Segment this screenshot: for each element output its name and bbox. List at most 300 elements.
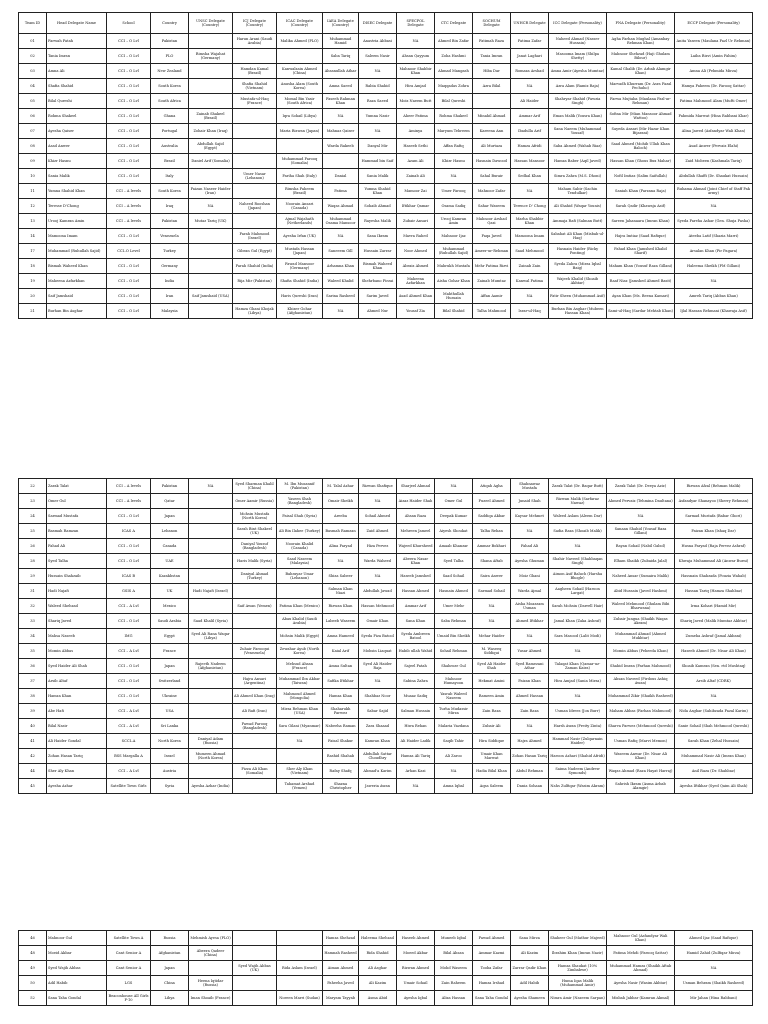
table-cell: Zarrar Qadir Khan [511,961,549,976]
table-cell: Muhammad Zikir (Shaikh Rasheed) [607,689,675,704]
table-block-2 [18,478,750,794]
table-cell: Hussain Zarrar [359,244,397,259]
table-cell: CCI – A Lvl [107,764,151,779]
header-cell: School [107,13,151,34]
table-cell: Momin Abbas [47,644,107,659]
header-cell: UNSC Delegate (Country) [189,13,233,34]
table-cell: Yusar Ahmed [511,644,549,659]
table-cell [233,124,277,139]
table-cell: Israel [151,749,189,764]
table-cell: Syed Ali Rana Waqar (Libya) [189,629,233,644]
table-cell: Sher Aly Khan [47,764,107,779]
table-cell: NA [511,719,549,734]
table-cell: NA [359,494,397,509]
table-cell: Cant Senior A [107,961,151,976]
header-cell: UNHCR Delegate [511,13,549,34]
table-cell: Hadi Najafi [47,584,107,599]
table-cell: Mohsin Liaquat [359,644,397,659]
table-cell: Ayesha Iqbal [397,991,435,1006]
table-cell: CCI – O Lvl [107,539,151,554]
table-cell: Momal Bin Yasir (South Africa) [277,94,323,109]
table-cell: Japan [151,509,189,524]
table-cell: Arsib Altaf (CDRK) [675,674,753,689]
table-cell [233,614,277,629]
table-cell: NA [473,614,511,629]
table-cell: Haseeb Ahmed (Dr. Nisar Ali Khan) [675,644,753,659]
table-cell: Fawad Farooq (Bangladesh) [233,719,277,734]
table-cell: Habib ullah Wahid [397,644,435,659]
table-cell: 12 [19,199,47,214]
table-cell: Zain Raza [473,704,511,719]
table-cell: Mahnoor Shabbir Khan [397,64,435,79]
table-cell: 14 [19,229,47,244]
table-cell: 39 [19,704,47,719]
table-cell: Muhammad Farooq (Somalia) [277,154,323,169]
table-cell: Abdullah Shaffi (Dr. Shaukat Hussain) [675,169,753,184]
table-cell: 06 [19,109,47,124]
table-cell: 19 [19,274,47,289]
table-cell [233,659,277,674]
table-cell: Abeera Qadeer (China) [189,946,233,961]
table-cell: Umair Sohail [397,976,435,991]
table-cell: Sareen Jahanaara (Imran Khan) [607,214,675,229]
table-cell [277,749,323,764]
table-cell: Hussain Shahzaib [47,569,107,584]
table-cell: Tooba Zafar [473,961,511,976]
table-cell: Sana Khan [397,614,435,629]
table-cell: Fawad Mansoor (Germany) [277,259,323,274]
table-cell: Zain Raza [511,704,549,719]
table-cell [189,169,233,184]
table-cell: Saad Sohail [435,569,473,584]
table-cell: Saad Ahmed (Mohib Ullah Khan Baloch) [607,139,675,154]
table-cell: Rayan Sohail (Nabil Gabol) [607,539,675,554]
table-cell: Abdullah Sajid (Egypt) [189,139,233,154]
table-cell: NA [323,109,359,124]
table-cell: Daniyal Adam (Russia) [189,734,233,749]
table-cell: New Zealand [151,64,189,79]
table-cell: 04 [19,79,47,94]
table-cell: NA [323,229,359,244]
table-body-1 [19,34,753,319]
table-cell: Ali Ahmed Khan (Iraq) [233,689,277,704]
table-cell: 05 [19,94,47,109]
table-cell: Sania Malik [47,169,107,184]
table-cell: 01 [19,34,47,49]
table-cell: Sajeel Fatah [397,659,435,674]
table-cell: Hassan Mehmood [359,599,397,614]
table-cell: Ibadulla Arif [511,124,549,139]
table-cell: Ammar Arif [397,599,435,614]
table-cell: 49 [19,961,47,976]
table-cell: Hamya Faheem (Dr. Farooq Sattar) [675,79,753,94]
table-cell: Rimsha Faheem (Brazil) [277,184,323,199]
table-cell: Moeed Akbar [397,946,435,961]
table-cell [277,931,323,946]
table-cell: 07 [19,124,47,139]
table-cell: NA [511,79,549,94]
table-cell: Khizer Gohar (Afghanistan) [277,304,323,319]
table-cell: Ayan Khan (Ms. Beena Kamari) [607,289,675,304]
table-cell: Haleema Shehzad [359,931,397,946]
table-cell: NA [359,124,397,139]
table-cell: Daniel Arif (Somalia) [189,154,233,169]
table-cell: Simra Zahra (M.S. Dhoni) [549,169,607,184]
table-row [19,539,753,554]
table-cell [189,719,233,734]
table-cell: Waseem Anwar (Dr. Nisar Ali Khan) [607,749,675,764]
table-row [19,479,753,494]
table-row [19,244,753,259]
header-cell: SPECPOL Delegate [397,13,435,34]
table-cell: Naheed Ansar (Sumaira Malik) [607,569,675,584]
table-cell: Russia [151,931,189,946]
table-cell: Zara Shaaad [359,719,397,734]
table-cell [233,214,277,229]
table-cell: Maham Khan (Yousuf Raza Gillani) [607,259,675,274]
table-cell: Hira Siddique [473,734,511,749]
table-cell: Ateeba Latif (Shazia Marri) [675,229,753,244]
table-row [19,554,753,569]
table-cell: India [151,274,189,289]
table-row [19,991,753,1006]
table-cell: Asad Anwer (Pervaiz Elahi) [675,139,753,154]
table-row [19,289,753,304]
table-cell: Sohaib Ahmad [359,199,397,214]
table-row [19,779,753,794]
table-cell: Zainab Zain [511,259,549,274]
table-cell: Omair Sheikh [323,494,359,509]
table-cell: NA [511,629,549,644]
table-cell: Qatar [151,494,189,509]
table-cell: Mehr Fatima Rizvi [473,259,511,274]
table-cell [233,779,277,794]
table-cell [189,304,233,319]
table-cell: Shaharukh Parwez [323,704,359,719]
table-cell [473,94,511,109]
table-cell: USA [151,704,189,719]
table-cell: Danyal Mir [359,139,397,154]
table-cell: Waqas Ahmad [323,199,359,214]
table-cell: Hassnain Shahzada (Fouzia Wahab) [675,569,753,584]
table-cell: Ayesha Ghuman [511,554,549,569]
table-row [19,184,753,199]
table-cell: Umer Farooq [435,184,473,199]
table-row [19,931,753,946]
table-cell: 50 [19,976,47,991]
table-cell: Amaab Khanzar [435,539,473,554]
table-cell: Hasnain Ahmed [435,584,473,599]
table-cell: Faseeh Rahman Khan [323,94,359,109]
header-cell: Head Delegate Name [47,13,107,34]
table-cell: Nofil Imtiaz (Salim Saifullah) [607,169,675,184]
table-cell: Mustafa Hassan (Japan) [277,244,323,259]
table-cell: Warda Ajmal [511,584,549,599]
header-row [19,13,753,34]
table-cell: Venezuela [151,229,189,244]
table-cell: Malika Ahmed (PLO) [277,34,323,49]
table-cell: Libya [151,991,189,1006]
table-cell: Shahbaz Noor [359,689,397,704]
table-cell: Ajmal Wajahath (Netherlands) [277,214,323,229]
table-cell: Umaid Bin Sheikh [435,629,473,644]
table-cell: CCI – O Lvl [107,139,151,154]
delegate-table-1 [18,12,753,319]
table-cell: Japan [151,961,189,976]
table-cell: Rohma Shakeel [435,109,473,124]
table-cell: Zumeha Ashraf (Jamal Akbani) [675,629,753,644]
table-row [19,94,753,109]
table-cell: Salman Khan Niazi [323,584,359,599]
table-cell: Aheer Fatima [397,109,435,124]
table-row [19,64,753,79]
table-cell: NA [511,184,549,199]
table-cell [189,494,233,509]
table-cell: Azam Ali [397,154,435,169]
table-cell: Yousaf Zia [397,304,435,319]
table-cell: Kamal Ghalib (Dr. Arbab Alamgir Khan) [607,64,675,79]
table-body-2 [19,479,753,794]
table-cell: Saad Khalil (Syria) [189,614,233,629]
table-cell: M. Ibn Musannif (Pakistan) [277,479,323,494]
table-cell: Bilal Nasir [47,719,107,734]
table-cell: Shahryar Shahid (Fawzia Singh) [549,94,607,109]
table-cell: Muhammad Hamza (Shaikh Aftab Ahmad) [607,961,675,976]
table-cell: Ghana [151,109,189,124]
table-cell: Warda Rakeeb [323,139,359,154]
table-cell: Fahad Ali [511,539,549,554]
table-cell: Mamoor Zai [397,184,435,199]
table-cell: Asma Abid [359,991,397,1006]
table-cell: Affan Rafiq [435,139,473,154]
table-cell: CCI – O Lvl [107,614,151,629]
table-cell: Fahad Khan (Jamshed Khalid Sharif) [607,244,675,259]
table-cell [233,289,277,304]
table-cell: Heena Iqtidar (Russia) [189,976,233,991]
table-cell: 31 [19,584,47,599]
table-cell: Wajeeh Khalid (Shoaib Akhtar) [549,274,607,289]
table-cell: Fatima Mahmood Alam (Mufti Omer) [675,94,753,109]
table-cell: NA [675,199,753,214]
table-cell: Saba Rehman [435,614,473,629]
table-cell [233,584,277,599]
table-cell: Zaid Mobeen (Kashmala Tariq) [675,154,753,169]
table-row [19,599,753,614]
table-cell: Hassan Tariq (Hamza Shahbaz) [675,584,753,599]
table-cell: CCI – A Lvl [107,644,151,659]
table-row [19,614,753,629]
table-cell: Egypt [151,629,189,644]
table-cell: Mohd Waseem [435,961,473,976]
table-cell: M. Talal Azhar [323,479,359,494]
table-cell: Amna Saeed [323,79,359,94]
table-cell: Ali Zaroo [435,749,473,764]
table-cell: CCI – O Lvl [107,169,151,184]
table-cell: Ahmad'a Karim [359,764,397,779]
table-cell: Satellite Town Girls [107,779,151,794]
table-cell: Kanwal Fatima [511,274,549,289]
table-cell: Talaqat Khan (Qamar-uz-Zaman Kaira) [549,659,607,674]
table-row [19,644,753,659]
table-row [19,674,753,689]
table-cell: Omer Gul [435,494,473,509]
table-cell: Hiba Dar [473,64,511,79]
table-cell: Rameen Amin [473,689,511,704]
table-cell: Aisha Gohar Khan [435,274,473,289]
table-cell: 42 [19,749,47,764]
table-cell: Adil Habib [47,976,107,991]
table-cell [233,734,277,749]
table-cell: Ammar Bokhari [473,539,511,554]
table-cell: Hamnah Rasheed [323,946,359,961]
table-cell [189,674,233,689]
table-cell: Daniyal Yousuf (Bangladesh) [233,539,277,554]
table-cell: Muhammad (Ruhullah Sajid) [435,244,473,259]
table-cell: Anita Yaseen (Maulana Fazl Ur Rehman) [675,34,753,49]
table-cell: Faizan Khan [511,674,549,689]
table-row [19,304,753,319]
table-cell: Mehsud Ahsan (France) [277,659,323,674]
table-row [19,764,753,779]
table-cell: Australia [151,139,189,154]
table-cell: Raaf Niaz (Jamshed Ahmed Basit) [607,274,675,289]
table-cell: North Korea [151,734,189,749]
table-cell: NA [359,64,397,79]
table-cell: PLO [151,49,189,64]
table-cell: CCI – O Lvl [107,509,151,524]
table-cell: South Korea [151,79,189,94]
table-cell: 21 [19,304,47,319]
table-cell: 13 [19,214,47,229]
table-row [19,109,753,124]
table-cell: Mahnoor Ijaz [435,229,473,244]
table-cell: Sarina Rasheed [323,289,359,304]
table-cell: Shafia Shahid (India) [277,274,323,289]
table-cell: Sanaan Shahid (Yousaf Raza Gillani) [607,524,675,539]
table-cell: Mohsin Mustafa (North Korea) [233,509,277,524]
table-cell: NA [435,764,473,779]
table-cell: Rayesha Malik [359,214,397,229]
table-cell: Ammar Kazmi [473,946,511,961]
table-cell: Sarmad Sohail [473,584,511,599]
table-cell: Asad Anwer [47,139,107,154]
table-cell: 09 [19,154,47,169]
table-cell: Amna Sultan [323,659,359,674]
table-cell: Syeda Ambreen Batool [397,629,435,644]
table-cell: Syed Talha [47,554,107,569]
table-cell: Israr-ul-Haq [511,304,549,319]
table-cell: Bilal Shahid [435,304,473,319]
table-cell: Hajra Ahmed [511,734,549,749]
table-cell: Laiba Rizvi (Amin Fahim) [675,49,753,64]
table-row [19,214,753,229]
table-cell [189,524,233,539]
table-cell: 32 [19,599,47,614]
table-cell: Farah Mahmood (Israel) [233,229,277,244]
table-cell: Shariq Javed (Malik Mumtaz Akhtar) [675,614,753,629]
table-cell: Saba Ahmed (Wahab Riaz) [549,139,607,154]
table-cell: Irma Kohari (Hamid Mir) [675,599,753,614]
table-cell: Abdul Rehman [511,764,549,779]
table-cell [277,49,323,64]
table-cell: Mehreen Jameel [397,524,435,539]
table-cell: Marha Shabbir Khan [511,214,549,229]
table-cell: 24 [19,509,47,524]
table-cell: Haseeb Jamshed [397,569,435,584]
table-cell [233,184,277,199]
table-cell: Ruhama Ahmad (Joint Chief of Staff Pak army) [675,184,753,199]
table-cell: Maheena Azfarkhan [397,274,435,289]
table-cell: Muhammad Ibn Akbar (Taiwan) [277,674,323,689]
table-cell: CCI – O Lvl [107,304,151,319]
table-cell: Waqas Ahmad (Raza Hayat Harraj) [607,764,675,779]
table-row [19,274,753,289]
table-cell: 10 [19,169,47,184]
table-cell: NA [511,524,549,539]
table-cell [189,689,233,704]
table-cell: Kazakhstan [151,569,189,584]
table-cell: Sarim Javed [359,289,397,304]
table-cell: Kaysar Mehmet [511,509,549,524]
table-cell: Maryum Tehreem [435,124,473,139]
table-cell: Labeeb Waseem [323,614,359,629]
table-cell: 37 [19,674,47,689]
table-cell [277,946,323,961]
table-cell [189,961,233,976]
table-cell: Haleema Sheikh (PM Gillani) [675,259,753,274]
table-cell: Ayesha Azhar (India) [189,779,233,794]
table-cell: Urooj Kamran Amin [435,214,473,229]
header-cell: ECCP Delegate (Personality) [675,13,753,34]
table-cell: Fariha Shah (Italy) [277,169,323,184]
table-cell: Yumna Nasir [359,109,397,124]
table-cell: Haris Qureshi (Iran) [277,289,323,304]
table-cell: 29 [19,569,47,584]
table-cell: Safika Iftikhar [323,674,359,689]
table-cell: Anusha Alam (South Korea) [277,79,323,94]
table-cell [189,764,233,779]
table-cell [233,946,277,961]
table-row [19,734,753,749]
table-cell: Hamza Khan [323,689,359,704]
table-cell: ICAS A [107,524,151,539]
table-cell: Mahnaz Qaiser [323,124,359,139]
table-cell [233,109,277,124]
table-cell: Nida Asghar (Sahibzada Fazal Karim) [675,704,753,719]
table-cell: Deepak Kumar [435,509,473,524]
table-cell: Saif Awan (Yemen) [233,599,277,614]
table-cell: Ahmed Iftikhar [511,614,549,629]
table-row [19,259,753,274]
table-cell: Sohail Rehman [435,644,473,659]
table-cell: Mahnoor Zafar [473,184,511,199]
table-cell: Ammaja Rafi (Salman Butt) [549,214,607,229]
table-row [19,139,753,154]
table-cell: Danial [323,169,359,184]
table-cell: South Africa [151,94,189,109]
table-cell: Muhammad Hamid [323,34,359,49]
table-cell: Saira Anwer [473,569,511,584]
table-cell: Ibrahim Khan (Imran Nazir) [549,946,607,961]
table-cell: Haroon Azhari (Shahid Afridi) [549,749,607,764]
table-cell: Shehrbano Firzai [359,274,397,289]
table-cell: Kamran Khan [359,734,397,749]
table-cell: Masooma Imam (Shilpa Shetty) [549,49,607,64]
table-cell: Mexico [151,599,189,614]
table-cell: Rizwan Afzal (Rehman Malik) [675,479,753,494]
table-cell: CCI – O Lvl [107,259,151,274]
table-cell: Malaria Vazdana [435,719,473,734]
